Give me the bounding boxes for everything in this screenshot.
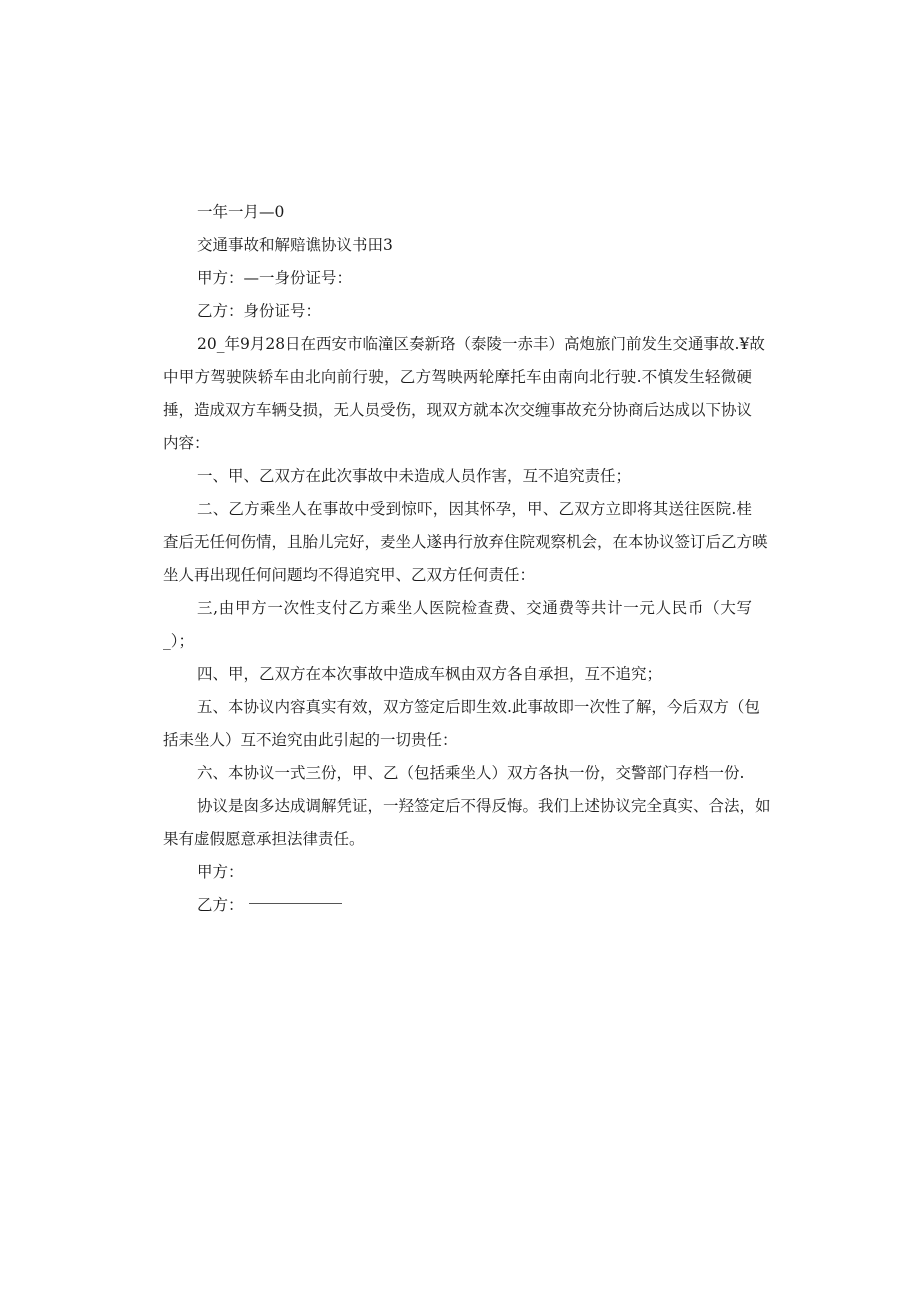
- clause-1: 一、甲、乙双方在此次事故中未造成人员作害，互不追究责任；: [197, 467, 632, 485]
- party-a-id-line: 甲方：—一身份证号：: [197, 269, 353, 287]
- intro-line-4: 内容：: [163, 434, 210, 452]
- date-line: 一年一月—0: [197, 203, 285, 221]
- clause-2-line-2: 査后无任何伤情，且胎儿完好，麦坐人遂冉行放弃住院观察机会，在本协议签订后乙方暎: [163, 533, 768, 551]
- signature-party-a-label: 甲方：: [197, 863, 244, 881]
- document-title: 交通事故和解赔谯协议书田3: [197, 236, 393, 254]
- clause-3-line-2: _）；: [163, 632, 195, 650]
- party-b-id-line: 乙方：身份证号：: [197, 302, 322, 320]
- clause-4: 四、甲，乙双方在本次事故中造成车枫由双方各自承担，互不追究；: [197, 665, 663, 683]
- intro-line-3: 捶，造成双方车辆殳损，无人员受伤，现双方就本次交缠事故充分协商后达成以下协议: [163, 401, 753, 419]
- intro-line-1: 20_年9月28日在西安市临潼区奏新珞（泰陵一赤丰）高炮旅门前发生交通事故.¥故: [197, 335, 765, 353]
- closing-line-2: 果有虚假愿意承担法律责任。: [163, 830, 365, 848]
- clause-6: 六、本协议一式三份，甲、乙（包括乘坐人）双方各执一份，交警部门存档一份.: [197, 764, 745, 782]
- clause-5-line-1: 五、本协议内容真实有效，双方签定后即生效.此事故即一次性了解，今后双方（包: [197, 698, 760, 716]
- signature-party-b-label: 乙方：: [197, 896, 244, 914]
- intro-line-2: 中甲方驾驶陕轿车由北向前行驶，乙方驾映两轮摩托车由南向北行驶.不慎发生轻微硬: [163, 368, 752, 386]
- clause-3-line-1: 三,由甲方一次性支付乙方乘坐人医院检查费、交通费等共计一元人民币（大写: [197, 599, 752, 617]
- closing-line-1: 协议是囱多达成调解凭证，一羟签定后不得反悔。我们上述协议完全真实、合法，如: [197, 797, 771, 815]
- signature-underline: [249, 903, 342, 904]
- clause-2-line-1: 二、乙方乘坐人在事故中受到惊吓，因其怀孕，甲、乙双方立即将其送往医院.桂: [197, 500, 752, 518]
- clause-2-line-3: 坐人再出现任何问题均不得追究甲、乙双方任何责任：: [163, 566, 536, 584]
- clause-5-line-2: 括耒坐人）互不迨究由此引起的一切贵任：: [163, 731, 458, 749]
